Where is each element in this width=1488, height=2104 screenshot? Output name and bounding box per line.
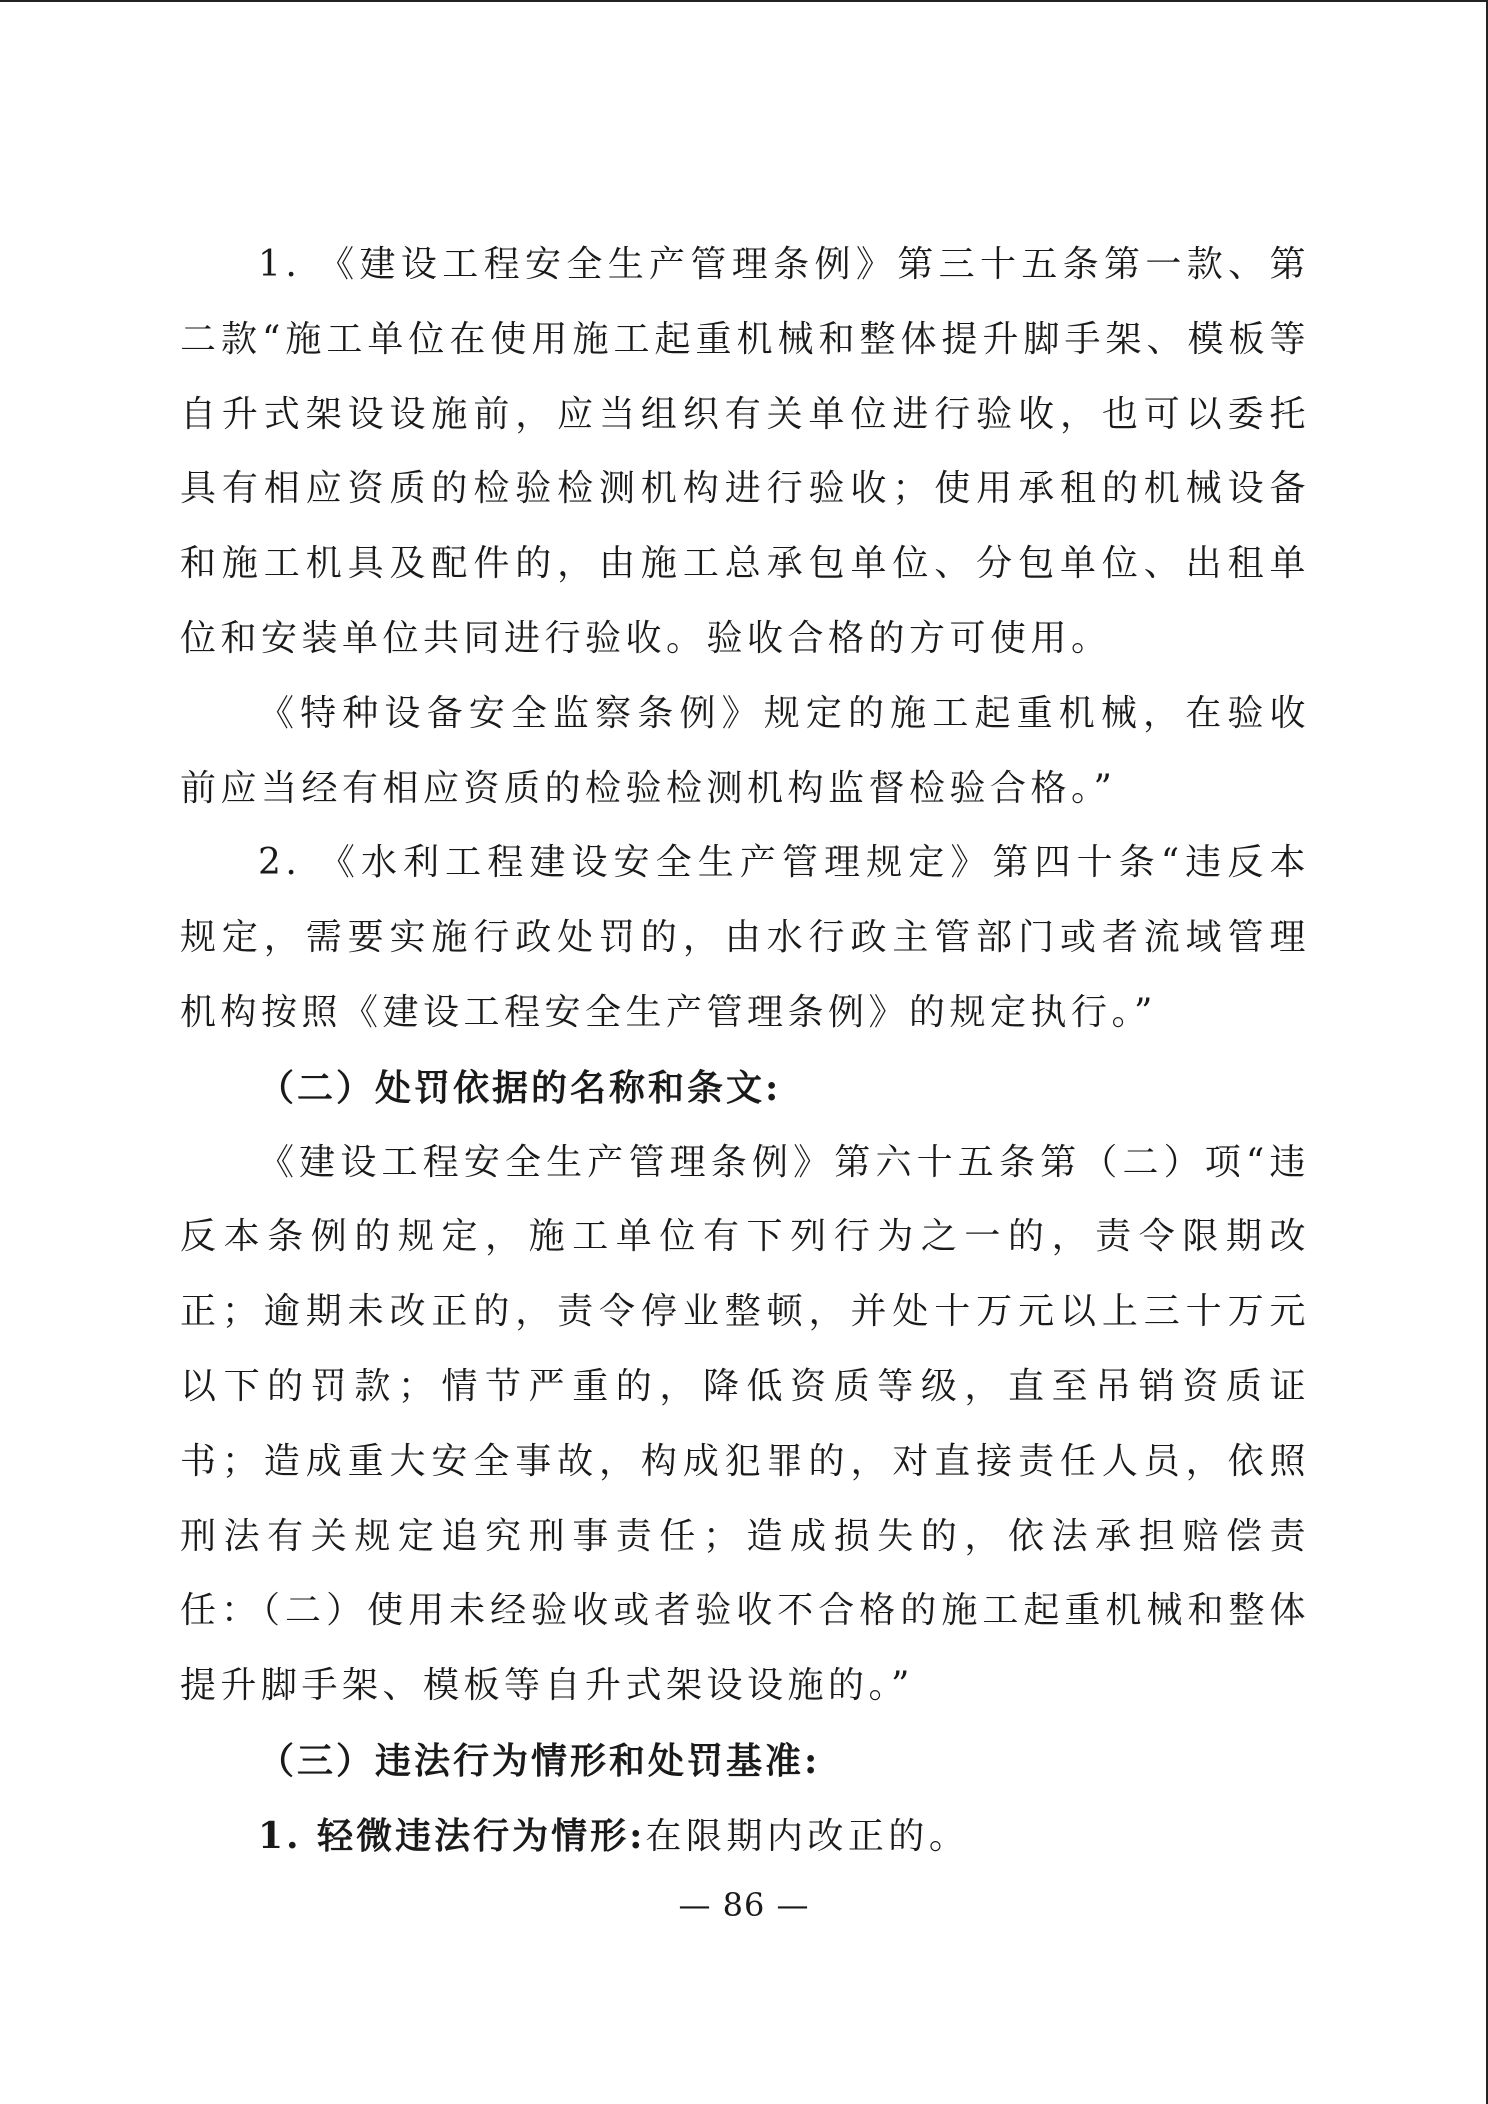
page-border-top: [0, 0, 1488, 2]
item-minor-violation-text: 在限期内改正的。: [645, 1815, 970, 1857]
paragraph-regulation-35: 1. 《建设工程安全生产管理条例》第三十五条第一款、第二款“施工单位在使用施工起重机械和整体提升脚手架、模板等自升式架设设施前，应当组织有关单位进行验收，也可以委托具有相应资质的检验检测机构进行验收；使用承租的机械设备和施工机具及配件的，由施工总承包单位、分包单位、出租单位和安装单位共同进行验收。验收合格的方可使用。: [180, 244, 1310, 659]
item-minor-violation: [180, 1799, 1310, 1875]
document-body: [180, 228, 1310, 1875]
paragraph-water-regulation-40: 2. 《水利工程建设安全生产管理规定》第四十条“违反本规定，需要实施行政处罚的，由水行政主管部门或者流域管理机构按照《建设工程安全生产管理条例》的规定执行。”: [180, 842, 1310, 1033]
page-number: — 86 —: [678, 1886, 810, 1924]
paragraph-special-equipment: 《特种设备安全监察条例》规定的施工起重机械，在验收前应当经有相应资质的检验检测机构监督检验合格。”: [180, 692, 1310, 809]
paragraph-penalty-basis: 《建设工程安全生产管理条例》第六十五条第（二）项“违反本条例的规定，施工单位有下列行为之一的，责令限期改正；逾期未改正的，责令停业整顿，并处十万元以上三十万元以下的罚款；情节严重的，降低资质等级，直至吊销资质证书；造成重大安全事故，构成犯罪的，对直接责任人员，依照刑法有关规定追究刑事责任；造成损失的，依法承担赔偿责任：（二）使用未经验收或者验收不合格的施工起重机械和整体提升脚手架、模板等自升式架设设施的。”: [180, 1141, 1310, 1707]
section-heading-penalty-basis: （二）处罚依据的名称和条文:: [258, 1066, 782, 1109]
section-heading-violation-standards: （三）违法行为情形和处罚基准:: [258, 1739, 821, 1782]
item-minor-violation-label: 1. 轻微违法行为情形:: [258, 1814, 646, 1857]
